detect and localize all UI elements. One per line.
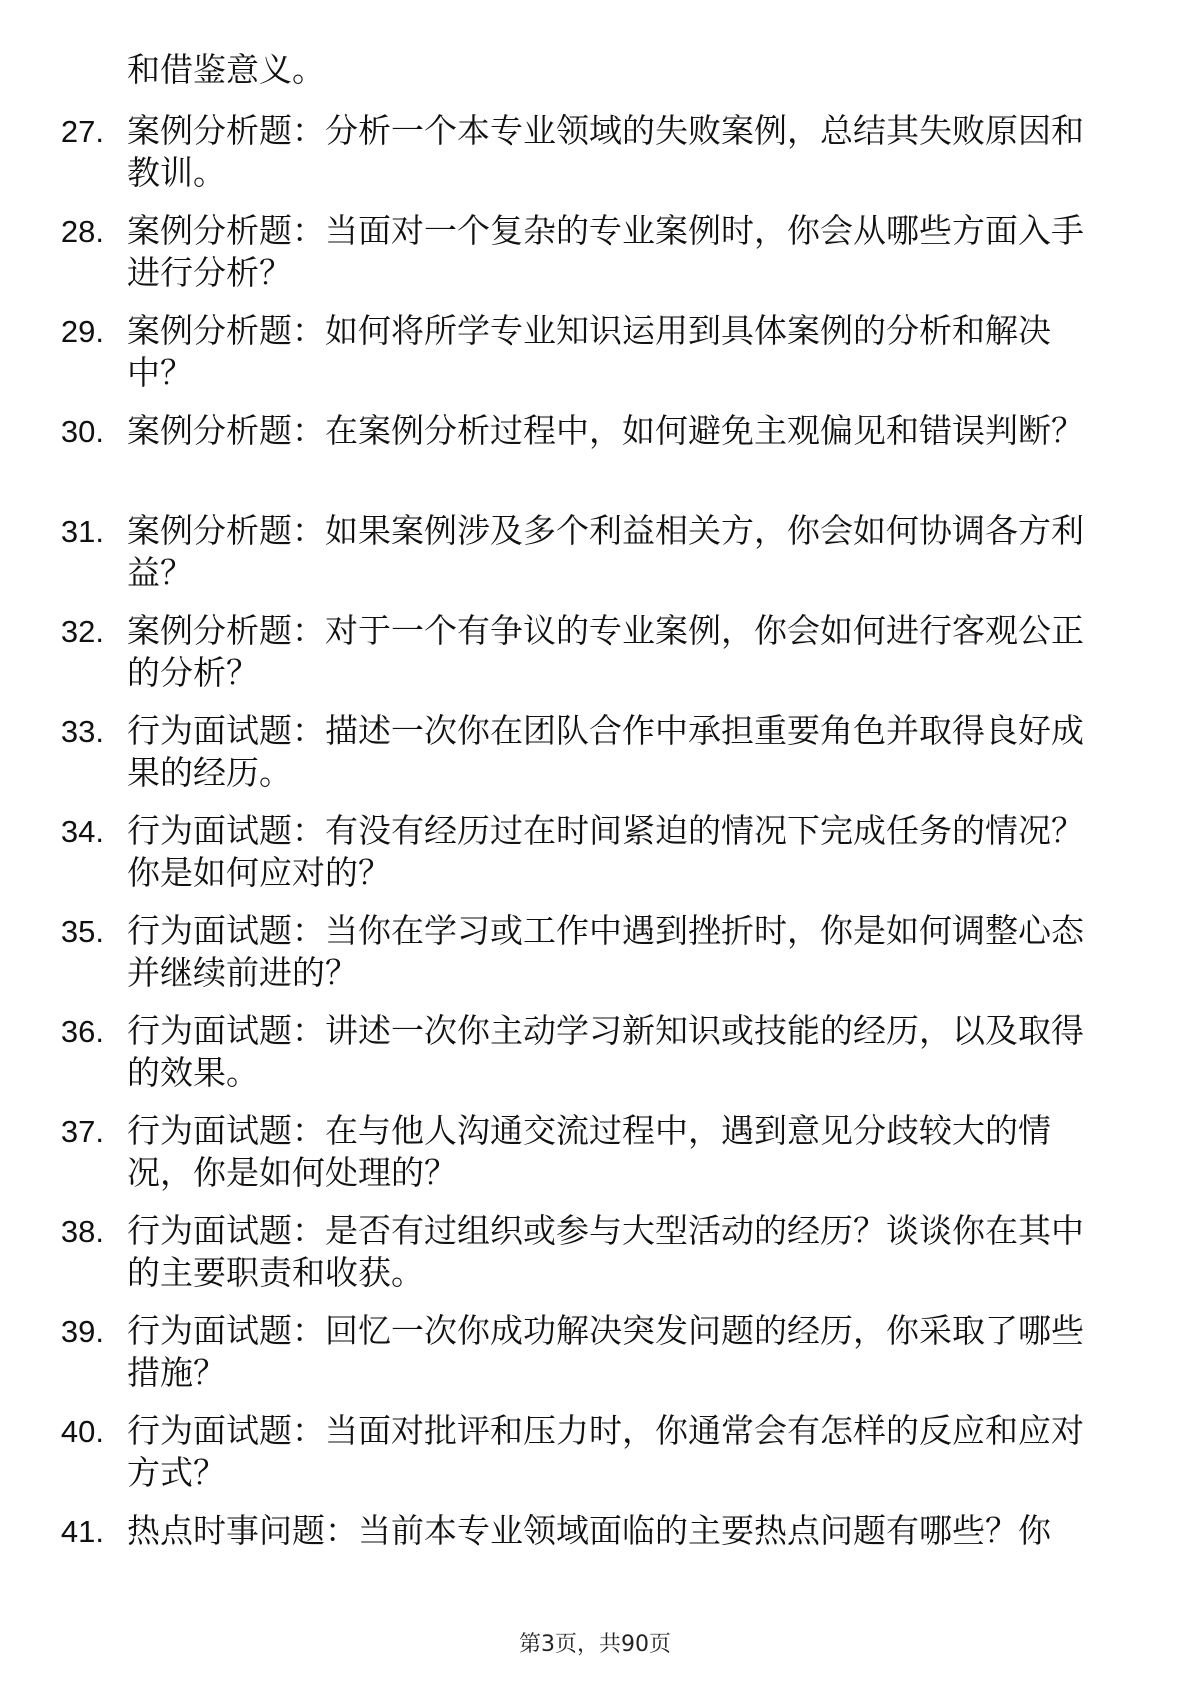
item-number: 37. [60, 1114, 104, 1149]
item-number: 30. [60, 414, 104, 449]
list-item [0, 1310, 1190, 1410]
item-text: 案例分析题：如何将所学专业知识运用到具体案例的分析和解决中？ [127, 311, 1051, 392]
item-text: 行为面试题：讲述一次你主动学习新知识或技能的经历，以及取得的效果。 [127, 1011, 1084, 1092]
item-text: 案例分析题：在案例分析过程中，如何避免主观偏见和错误判断？ [127, 411, 1084, 450]
list-item [0, 1510, 1190, 1610]
item-number: 36. [60, 1014, 104, 1049]
list-item [0, 610, 1190, 710]
list-item [0, 1410, 1190, 1510]
list-item [0, 910, 1190, 1010]
item-text: 行为面试题：在与他人沟通交流过程中，遇到意见分歧较大的情况，你是如何处理的？ [127, 1111, 1051, 1192]
item-text: 案例分析题：对于一个有争议的专业案例，你会如何进行客观公正的分析？ [127, 611, 1084, 692]
item-number: 33. [60, 714, 104, 749]
item-number: 32. [60, 614, 104, 649]
continuation-text: 和借鉴意义。 [127, 50, 325, 89]
item-number: 41. [60, 1514, 104, 1549]
item-text: 热点时事问题：当前本专业领域面临的主要热点问题有哪些？你 [127, 1511, 1051, 1550]
item-text: 行为面试题：描述一次你在团队合作中承担重要角色并取得良好成果的经历。 [127, 711, 1084, 792]
item-number: 28. [60, 214, 104, 249]
list-item [0, 1210, 1190, 1310]
list-item [0, 510, 1190, 610]
item-text: 案例分析题：分析一个本专业领域的失败案例，总结其失败原因和教训。 [127, 111, 1084, 192]
item-number: 40. [60, 1414, 104, 1449]
item-number: 38. [60, 1214, 104, 1249]
item-text: 行为面试题：回忆一次你成功解决突发问题的经历，你采取了哪些措施？ [127, 1311, 1084, 1392]
item-text: 行为面试题：当你在学习或工作中遇到挫折时，你是如何调整心态并继续前进的？ [127, 911, 1084, 992]
item-number: 35. [60, 914, 104, 949]
list-item [0, 110, 1190, 210]
item-text: 案例分析题：当面对一个复杂的专业案例时，你会从哪些方面入手进行分析？ [127, 211, 1084, 292]
list-item [0, 710, 1190, 810]
item-number: 39. [60, 1314, 104, 1349]
item-text: 行为面试题：是否有过组织或参与大型活动的经历？谈谈你在其中的主要职责和收获。 [127, 1211, 1084, 1292]
question-list [0, 110, 1190, 1610]
list-item [0, 210, 1190, 310]
item-number: 31. [60, 514, 104, 549]
item-text: 行为面试题：有没有经历过在时间紧迫的情况下完成任务的情况？你是如何应对的？ [127, 811, 1084, 892]
list-item [0, 1110, 1190, 1210]
list-item [0, 810, 1190, 910]
item-number: 29. [60, 314, 104, 349]
item-text: 案例分析题：如果案例涉及多个利益相关方，你会如何协调各方利益？ [127, 511, 1084, 592]
list-item [0, 410, 1190, 510]
item-number: 27. [60, 114, 104, 149]
item-text: 行为面试题：当面对批评和压力时，你通常会有怎样的反应和应对方式？ [127, 1411, 1084, 1492]
item-number: 34. [60, 814, 104, 849]
list-item [0, 310, 1190, 410]
page-footer: 第3页，共90页 [519, 1632, 671, 1657]
list-item [0, 1010, 1190, 1110]
